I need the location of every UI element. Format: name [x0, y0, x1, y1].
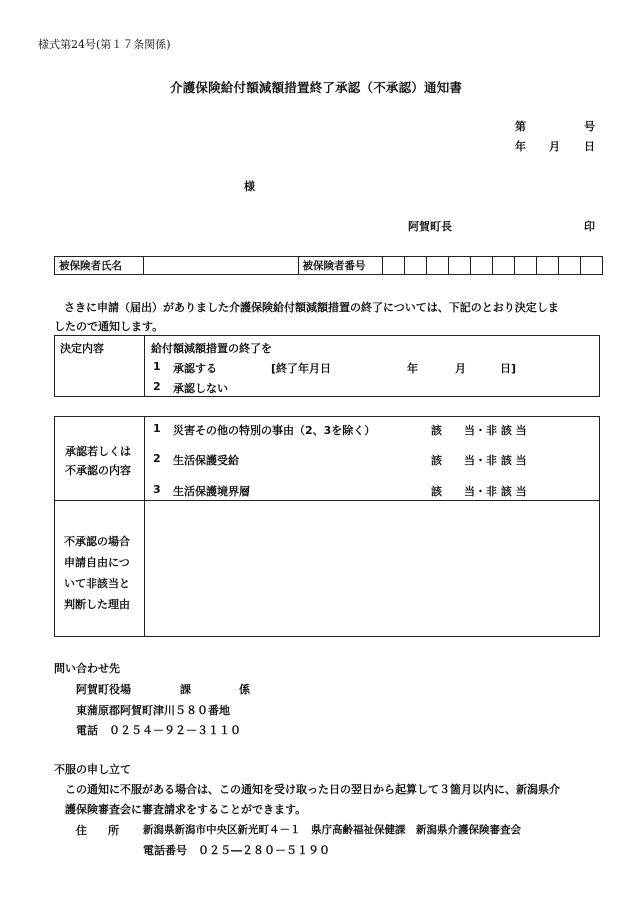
intro-line-2: したので通知します。: [54, 320, 164, 333]
appeal-address-label-1: 住: [76, 824, 87, 837]
content-label-line-1: 承認若しくは: [65, 445, 131, 458]
insured-number-box[interactable]: [427, 257, 449, 275]
option-1-approve[interactable]: 承認する: [173, 362, 217, 375]
appeal-line-1: この通知に不服がある場合は、この通知を受け取った日の翌日から起算して３箇月以内に、新潟県介: [65, 783, 560, 796]
content-item-1-number: 1: [153, 422, 161, 435]
insured-number-box[interactable]: [515, 257, 537, 275]
inquiry-address: 東蒲原郡阿賀町津川５８０番地: [76, 704, 230, 717]
reason-label-line-4: 判断した理由: [64, 598, 130, 611]
page-title: 介護保険給付額減額措置終了承認（不承認）通知書: [170, 80, 463, 95]
insured-number-box[interactable]: [449, 257, 471, 275]
content-items-cell: [145, 417, 600, 501]
content-item-3-number: 3: [153, 483, 161, 496]
content-item-1-text: 災害その他の特別の事由（2、3を除く）: [173, 424, 376, 437]
insured-number-label: 被保険者番号: [298, 257, 383, 275]
end-date-label: [終了年月日: [271, 362, 332, 375]
date-year: 年: [515, 140, 526, 153]
decision-heading: 給付額減額措置の終了を: [151, 342, 272, 355]
appeal-phone: 電話番号 ０２５―２８０－５１９０: [143, 844, 330, 857]
decision-label-cell: [55, 336, 145, 397]
content-label-line-2: 不承認の内容: [65, 464, 131, 477]
content-item-1-status[interactable]: 該 当・非 該 当: [431, 424, 527, 437]
content-label-cell: [55, 417, 145, 501]
reason-label-line-3: いて非該当と: [64, 577, 130, 590]
insured-number-box[interactable]: [405, 257, 427, 275]
reason-label-cell: [55, 501, 145, 637]
insured-number-box[interactable]: [580, 257, 602, 275]
end-month: 月: [455, 362, 466, 375]
end-year: 年: [407, 362, 418, 375]
intro-line-1: さきに申請（届出）がありました介護保険給付額減額措置の終了については、下記のとおり決定しま: [64, 301, 559, 314]
appeal-line-2: 護保険審査会に審査請求をすることができます。: [65, 803, 307, 816]
appeal-address: 新潟県新潟市中央区新光町４－１ 県庁高齢福祉保健課 新潟県介護保険審査会: [143, 824, 521, 836]
reason-label-line-1: 不承認の場合: [64, 535, 130, 548]
issuer-name: 阿賀町長: [408, 220, 452, 233]
decision-label: 決定内容: [60, 342, 104, 355]
content-item-3-status[interactable]: 該 当・非 該 当: [431, 485, 527, 498]
inquiry-unit: 係: [239, 683, 250, 696]
appeal-address-label-2: 所: [108, 824, 119, 837]
inquiry-heading: 問い合わせ先: [54, 662, 120, 675]
insured-number-box[interactable]: [471, 257, 493, 275]
end-day: 日]: [500, 362, 517, 375]
inquiry-phone: 電話 ０２５４－９２－３１１０: [76, 724, 241, 737]
doc-number-go: 号: [584, 120, 595, 133]
date-month: 月: [549, 140, 560, 153]
decision-table: [54, 335, 600, 397]
content-item-2-text: 生活保護受給: [173, 454, 239, 467]
seal-mark: 印: [584, 220, 595, 233]
inquiry-section: 課: [180, 683, 191, 696]
recipient-suffix: 様: [244, 180, 255, 193]
reason-text-field[interactable]: [145, 501, 600, 637]
option-2-number: 2: [153, 380, 161, 393]
reason-label-line-2: 申請自由につ: [64, 556, 130, 569]
doc-number-dai: 第: [515, 120, 526, 133]
insured-name-label: 被保険者氏名: [55, 257, 144, 275]
option-1-number: 1: [153, 360, 161, 373]
insured-number-box[interactable]: [493, 257, 515, 275]
content-item-3-text: 生活保護境界層: [173, 485, 250, 498]
content-item-2-number: 2: [153, 452, 161, 465]
form-number: 様式第24号(第１７条関係): [38, 38, 171, 51]
decision-content-cell: [145, 336, 600, 397]
insured-number-box[interactable]: [383, 257, 405, 275]
insured-name-field[interactable]: [143, 257, 298, 275]
content-item-2-status[interactable]: 該 当・非 該 当: [431, 454, 527, 467]
insured-number-box[interactable]: [537, 257, 559, 275]
insured-info-table: [54, 256, 603, 275]
date-day: 日: [584, 140, 595, 153]
content-table: [54, 416, 600, 637]
insured-number-box[interactable]: [559, 257, 581, 275]
option-2-reject[interactable]: 承認しない: [173, 382, 228, 395]
appeal-heading: 不服の申し立て: [54, 763, 131, 776]
inquiry-office: 阿賀町役場: [76, 683, 131, 696]
